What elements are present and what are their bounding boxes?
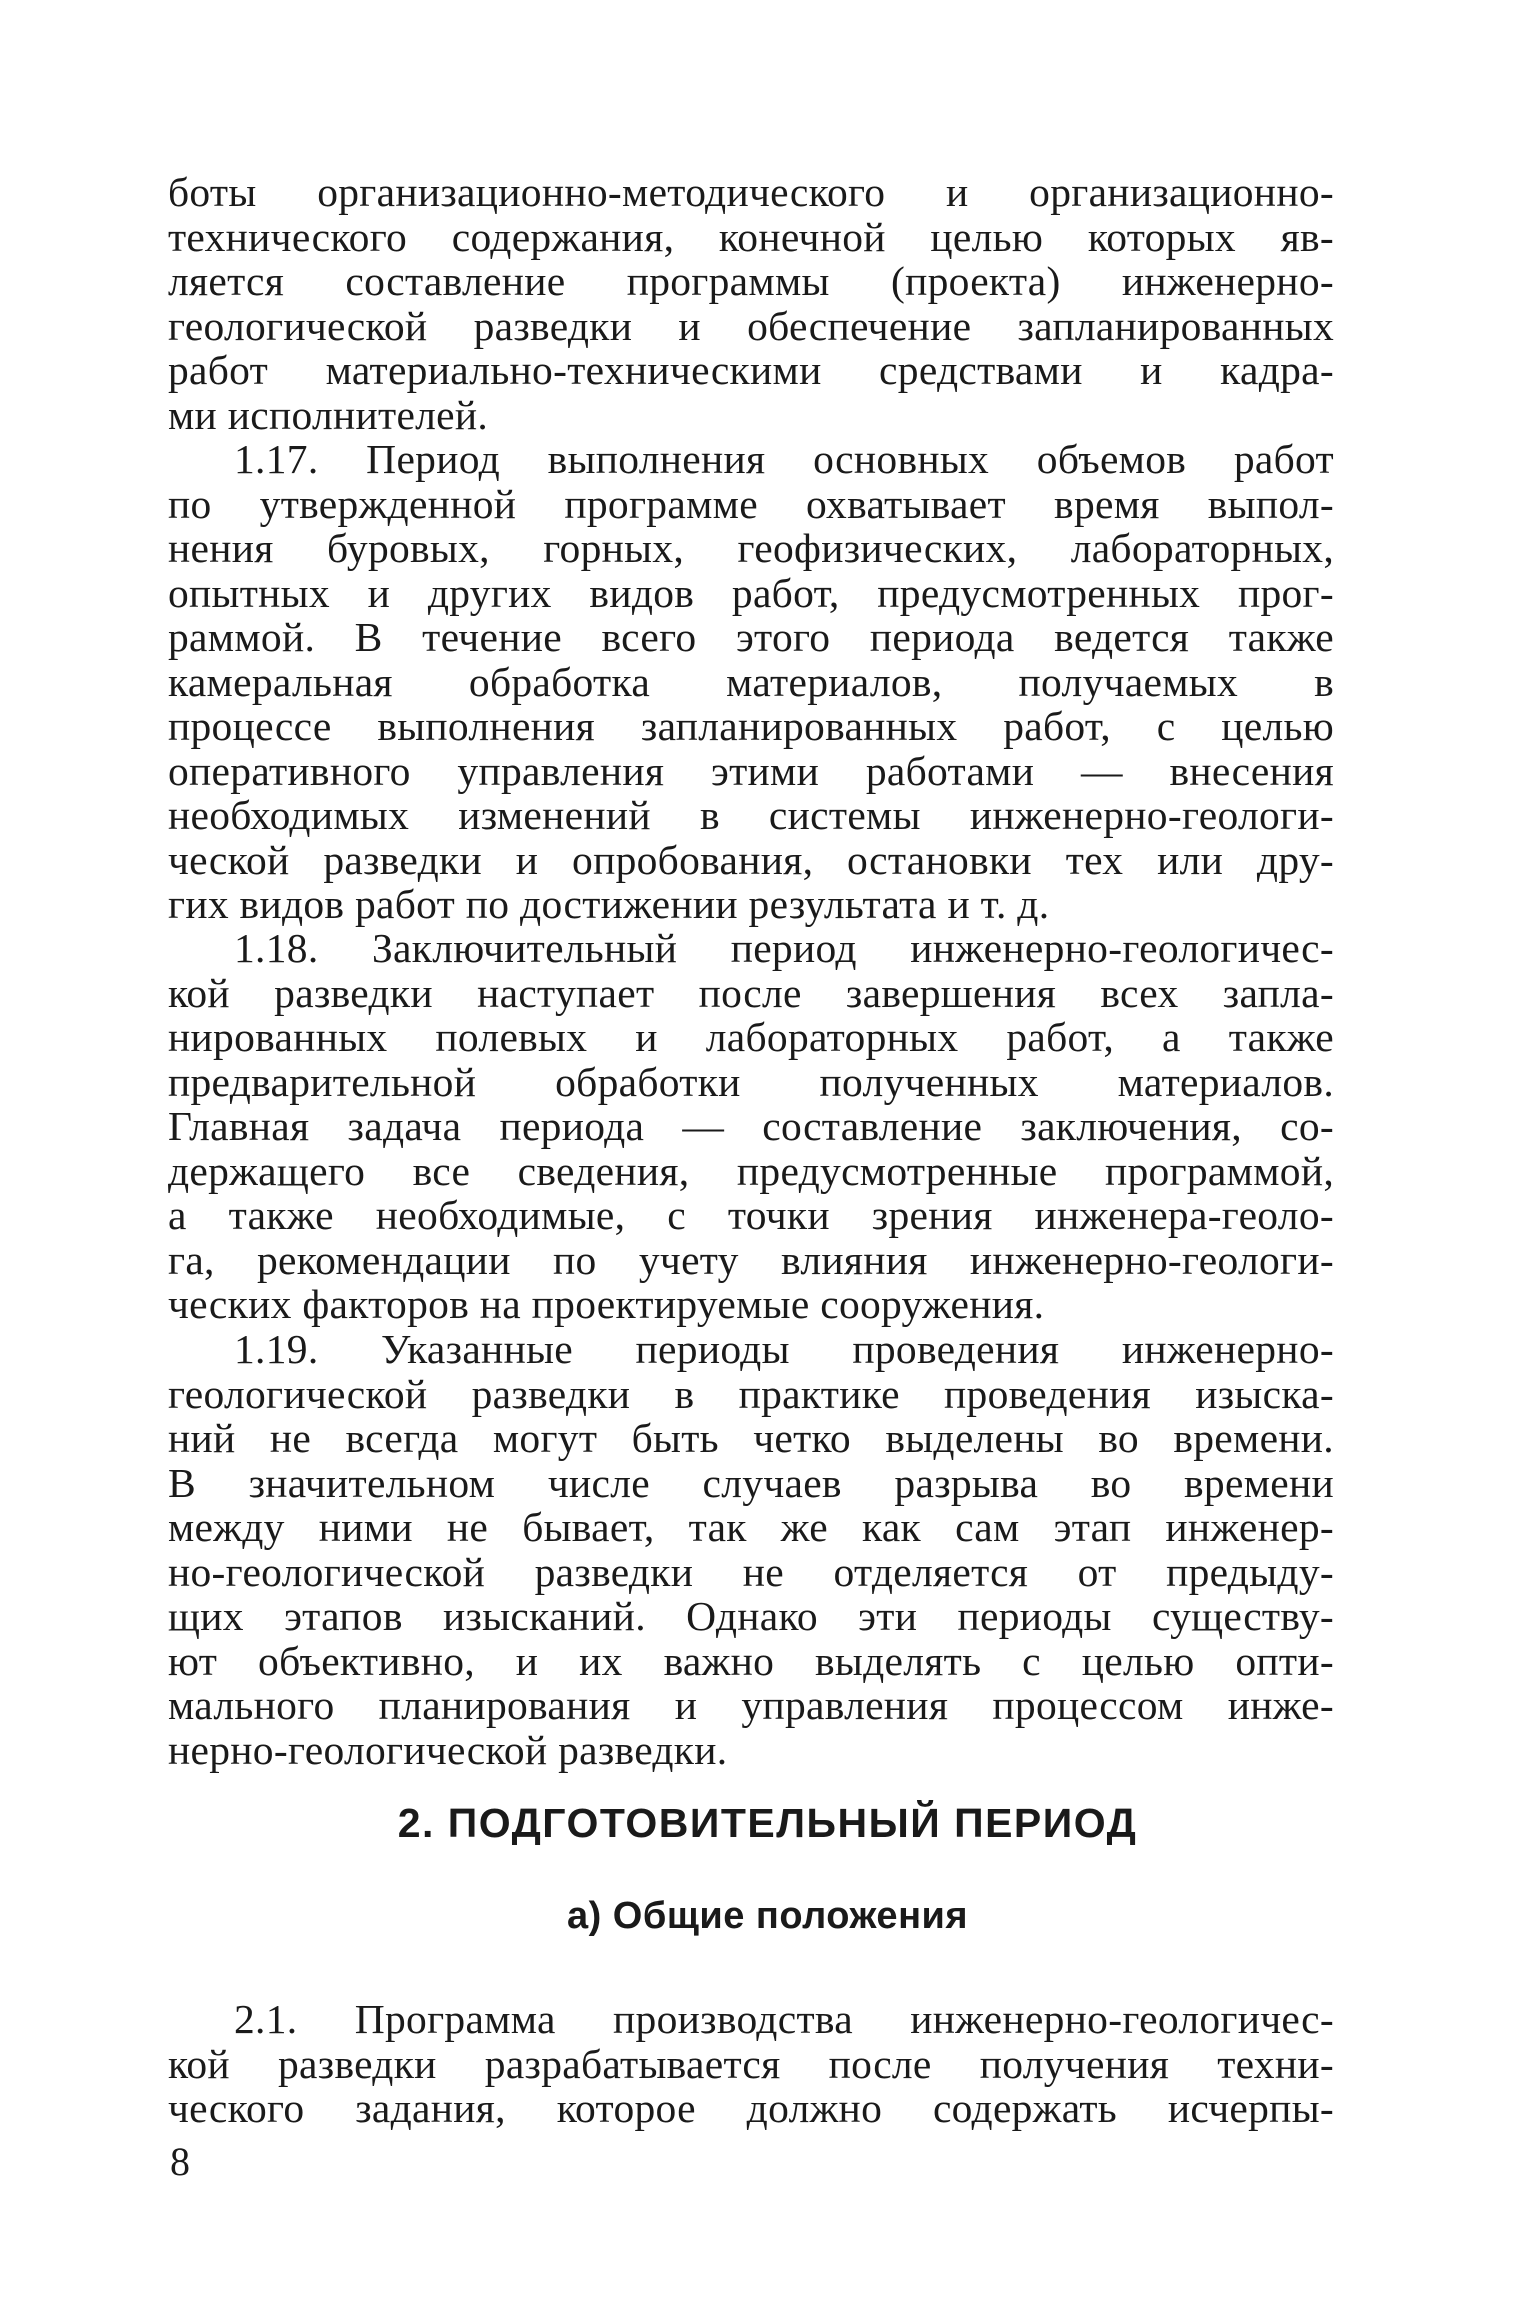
text-line: В значительном числе случаев разрыва во времени [168, 1459, 1334, 1506]
text-line: ческих факторов на проектируемые сооружения. [168, 1281, 1045, 1327]
text-line: ческого задания, которое должно содержать исчерпы- [168, 2085, 1334, 2131]
text-line: работ материально-техническими средствами и кадра- [168, 347, 1334, 393]
text-line: гих видов работ по достижении результата и т. д. [168, 881, 1050, 927]
text-line: ми исполнителей. [168, 391, 489, 438]
text-line: оперативного управления этими работами — внесения [168, 747, 1334, 794]
text-line: процессе выполнения запланированных работ, с целью [168, 703, 1334, 749]
text-line: кой разведки разрабатывается после получения техни- [168, 2040, 1334, 2087]
text-line: боты организационно-методического и организационно- [168, 169, 1334, 215]
paragraph-1-19 [168, 1327, 1334, 1772]
subsection-heading: а) Общие положения [566, 1895, 969, 1937]
text-line: держащего все сведения, предусмотренные программой, [168, 1147, 1334, 1194]
text-line: геологической разведки в практике проведения изыска- [168, 1370, 1334, 1417]
text-line: 1.17. Период выполнения основных объемов работ [234, 436, 1334, 482]
text-line: между ними не бывает, так же как сам этап инженер- [168, 1504, 1334, 1550]
paragraph-2-1 [168, 1997, 1334, 2131]
text-line: ческой разведки и опробования, остановки тех или дру- [168, 836, 1334, 883]
page-number: 8 [170, 2139, 190, 2184]
text-line: мального планирования и управления процессом инже- [168, 1682, 1334, 1728]
text-line: ляется составление программы (проекта) инженерно- [168, 258, 1334, 304]
section-heading: 2. ПОДГОТОВИТЕЛЬНЫЙ ПЕРИОД [397, 1800, 1138, 1846]
text-line: кой разведки наступает после завершения всех запла- [168, 969, 1334, 1016]
text-line: раммой. В течение всего этого периода ведется также [168, 614, 1334, 660]
paragraph-1-18 [168, 926, 1334, 1327]
text-line: опытных и других видов работ, предусмотренных прог- [168, 569, 1334, 616]
text-line: щих этапов изысканий. Однако эти периоды существу- [168, 1593, 1334, 1639]
text-line: 2.1. Программа производства инженерно-геологичес- [234, 1996, 1334, 2042]
text-line: по утвержденной программе охватывает время выпол- [168, 480, 1334, 527]
text-line: технического содержания, конечной целью которых яв- [168, 213, 1334, 260]
text-line: 1.18. Заключительный период инженерно-геологичес- [234, 925, 1334, 971]
text-line: нированных полевых и лабораторных работ, а также [168, 1014, 1334, 1060]
text-line: а также необходимые, с точки зрения инженера-геоло- [168, 1192, 1334, 1238]
text-line: нерно-геологической разведки. [168, 1726, 728, 1773]
text-line: нения буровых, горных, геофизических, лабораторных, [168, 525, 1334, 571]
text-line: Главная задача периода — составление заключения, со- [168, 1103, 1334, 1149]
text-line: но-геологической разведки не отделяется от предыду- [168, 1548, 1334, 1595]
text-line: геологической разведки и обеспечение запланированных [168, 302, 1334, 349]
paragraph-continuation [168, 170, 1334, 437]
paragraph-1-17 [168, 437, 1334, 927]
text-line: ют объективно, и их важно выделять с целью опти- [168, 1637, 1334, 1684]
text-line: необходимых изменений в системы инженерно-геологи- [168, 792, 1334, 838]
text-line: предварительной обработки полученных материалов. [168, 1058, 1334, 1105]
text-line: камеральная обработка материалов, получаемых в [168, 658, 1334, 705]
text-line: га, рекомендации по учету влияния инженерно-геологи- [168, 1236, 1334, 1283]
text-line: ний не всегда могут быть четко выделены во времени. [168, 1415, 1334, 1461]
text-line: 1.19. Указанные периоды проведения инженерно- [234, 1326, 1334, 1372]
